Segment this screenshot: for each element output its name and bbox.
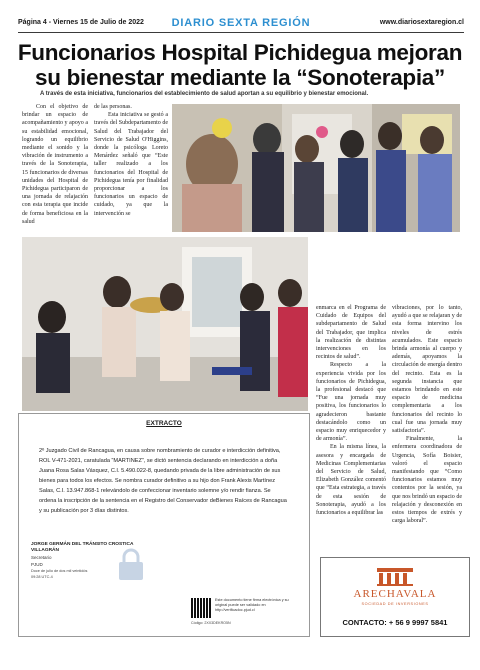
paragraph: 2º Juzgado Civil de Rancagua, en causa sobre nombramiento de curador e interdicción definitiva, ROL V-471-2021, caratulada “MARTINEZ”, se dictó sentencia declarando en interdicción a doña Juana Rosa Salas Vásquez, C.I. 5.490.022-8, quedando privada de la libre administración de sus bienes para todos los efectos. Se nombra curador definitivo a su hijo don Frank Alexis Martínez Salas, C.I. 13.947.868-1 relevándolo de confeccionar inventario solemne y/o rendir fianza. Se ordena la inscripción de la sentencia en el Registro del Conservador deBienes Raíces de Rancagua y su publicación por 3 días distintos. bbox=[39, 448, 287, 514]
photo-illustration bbox=[172, 104, 460, 232]
paragraph: vibraciones, por lo tanto, ayudó a que se relajaran y de esta forma intervino los niveles de estrés acumulados. Este espacio brinda armonía al cuerpo y además, apoyamos la circulación de energía dentro del recinto. Esta es la segunda instancia que estamos brindando en este espacio de medicina complementaria a los funcionarios del recinto lo cual fue una jornada muy satisfactoria”. bbox=[392, 305, 462, 435]
document-code: Código: 2XX3DEKRO5N bbox=[191, 621, 231, 625]
website-link[interactable]: www.diariosextaregion.cl bbox=[379, 19, 464, 26]
advertisement-arechavala bbox=[320, 557, 470, 637]
verification-text: Este documento tiene firma electrónica y su original puede ser validado en http://verificadoc.pjud.cl bbox=[215, 598, 289, 612]
paragraph: Finalmente, la enfermera coordinadora de Urgencia, Sofía Boisier, valoró el espacio manifestando que “Como funcionarios estamos muy contentos por la sesión, ya que nos brindó un espacio de relajación y desconexión en estos tiempos de extrés y carga laboral”. bbox=[392, 436, 462, 525]
photo-sonotherapy-session bbox=[22, 237, 308, 411]
article-subtitle: A través de esta iniciativa, funcionarios del establecimiento de salud aportan a su equilibrio y bienestar emocional. bbox=[40, 91, 369, 97]
building-logo-icon bbox=[375, 564, 415, 586]
header-divider bbox=[18, 32, 464, 33]
column-3 bbox=[316, 304, 386, 517]
electronic-signature bbox=[31, 542, 181, 588]
photo-illustration bbox=[22, 237, 308, 411]
contact-phone[interactable]: CONTACTO: + 56 9 9997 5841 bbox=[342, 618, 448, 627]
legal-notice-box bbox=[18, 413, 310, 637]
paragraph: Respecto a la experiencia vivida por los funcionarios de Pichidegua, la profesional destacó que “Fue una jornada muy positiva, los funcionarios lo agradecieron bastante destacándolo como un espacio muy enriquecedor y de armonía”. bbox=[316, 362, 386, 443]
brand-tagline: SOCIEDAD DE INVERSIONES bbox=[361, 602, 429, 606]
paragraph: de las personas. bbox=[94, 104, 132, 110]
title-line-2: su bienestar mediante la “Sonoterapia” bbox=[35, 65, 445, 90]
page-header bbox=[18, 16, 464, 32]
legal-notice-title: EXTRACTO bbox=[146, 420, 182, 427]
qr-code-icon[interactable] bbox=[191, 598, 211, 618]
signature-date: Doce de julio de dos mil veintidós bbox=[31, 569, 88, 573]
column-2 bbox=[94, 103, 168, 218]
paragraph: Esta iniciativa se gestó a través del Subdepartamento de Salud del Trabajador del Servicio de Salud O'Higgins, donde la psicóloga Loreto Menárdez señaló que “Este taller realizado a los funcionarios del Hospital de Pichidegua tenía por finalidad proporcionar a los funcionarios un espacio de cuidado, ya que la intervención se bbox=[94, 112, 168, 217]
signer-name: JORGE GERMÁN DEL TRÁNSITO CROSTICA VILLAGRÁN bbox=[31, 542, 134, 553]
paragraph: enmarca en el Programa de Cuidado de Equipos del subdepartamento de Salud del Trabajador, que implica la realización de distintas intervenciones en los recintos de salud”. bbox=[316, 305, 386, 361]
title-line-1: Funcionarios Hospital Pichidegua mejoran bbox=[17, 40, 463, 65]
column-1 bbox=[22, 103, 88, 226]
paragraph: En la misma línea, la asesora y encargada de Medicinas Complementarias del Servicio de Salud, Elizabeth González comentó que “Esta estrategia, a través de esta sesión de Sonoterapia, ayudó a los funcionarios a equilibrar las bbox=[316, 444, 386, 517]
article-title bbox=[14, 40, 466, 90]
column-4 bbox=[392, 304, 462, 525]
page-info: Página 4 - Viernes 15 de Julio de 2022 bbox=[18, 19, 144, 26]
brand-name: ARECHAVALA bbox=[353, 588, 437, 600]
paragraph: Con el objetivo de brindar un espacio de acompañamiento y apoyo a su estabilidad emocional, logrando un equilibrio mediante el sonido y la vibración de instrumento a través de la Sonoterapia, 15 funcionarios de diversas unidades del Hospital de Pichidegua participaron de una jornada de relajación con esta terapia que incide de forma beneficiosa en la salud bbox=[22, 104, 88, 225]
signer-role: Secretario bbox=[31, 555, 52, 560]
legal-notice-body bbox=[39, 446, 289, 516]
signature-time: 09:28 UTC-4 bbox=[31, 575, 53, 579]
photo-staff-standing bbox=[172, 104, 460, 232]
signer-court: PJUD bbox=[31, 562, 43, 567]
newspaper-name: DIARIO SEXTA REGIÓN bbox=[171, 17, 311, 29]
